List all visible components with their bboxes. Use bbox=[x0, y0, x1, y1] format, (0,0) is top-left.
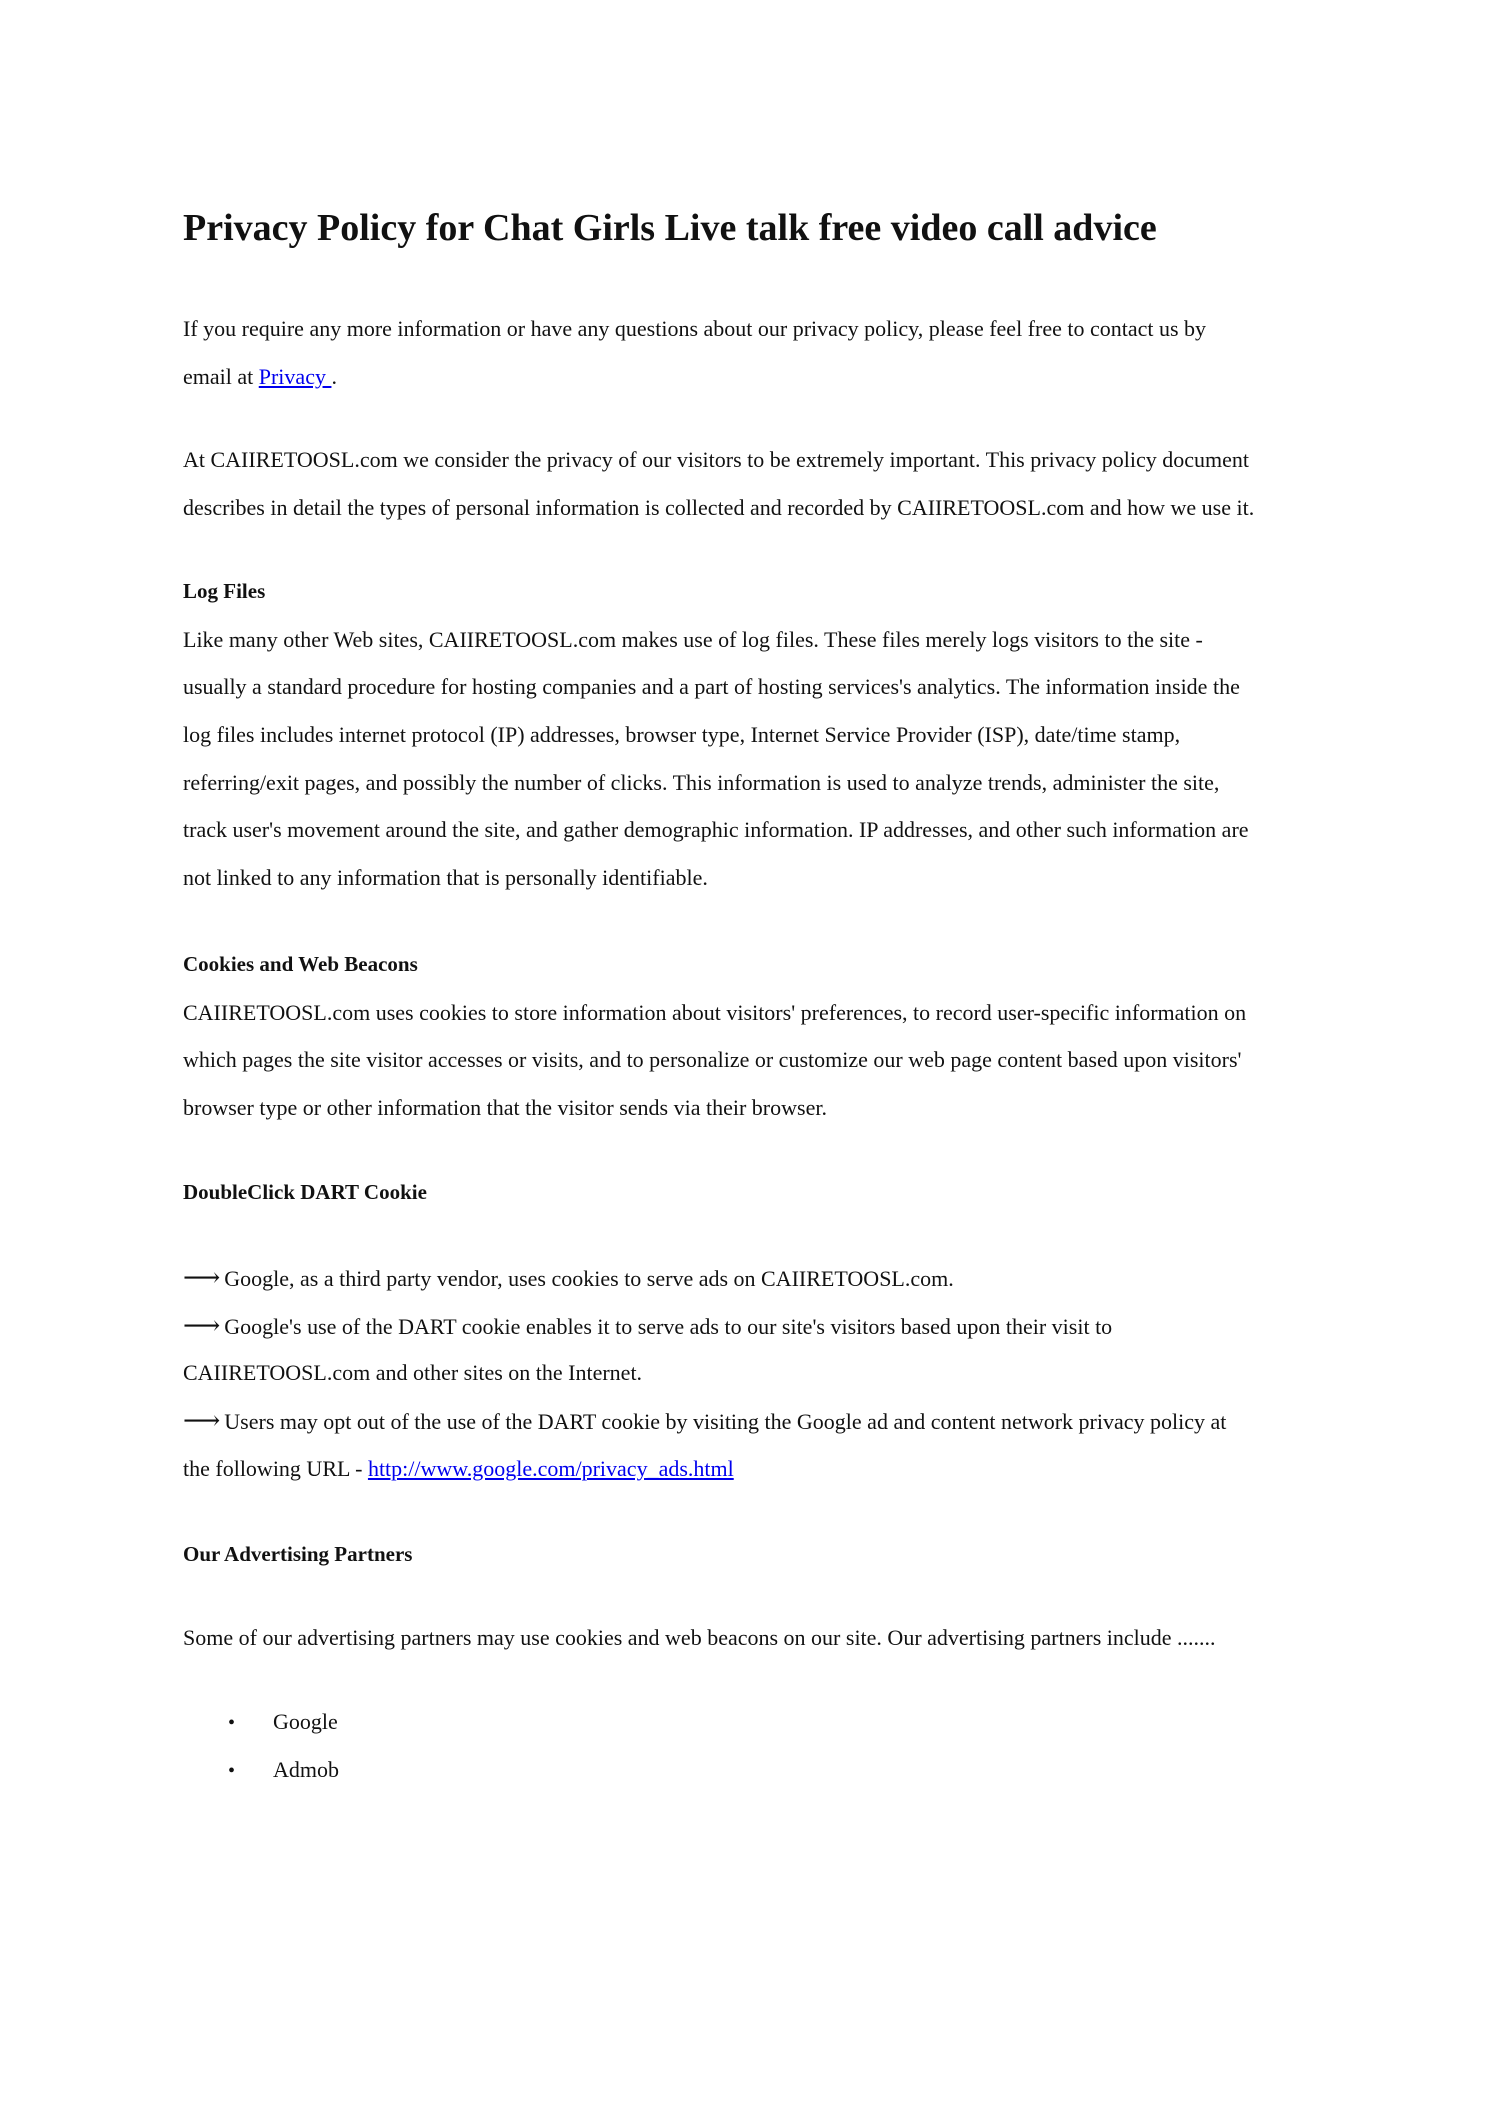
log-files-section bbox=[183, 568, 1343, 902]
text: . bbox=[331, 363, 337, 389]
section-heading: Cookies and Web Beacons bbox=[183, 952, 418, 976]
list-item bbox=[183, 1698, 1343, 1746]
text-line: referring/exit pages, and possibly the number of clicks. This information is used to analyze trends, administer the site, bbox=[183, 769, 1220, 795]
partner-name: Admob bbox=[273, 1756, 339, 1782]
list-item bbox=[183, 1746, 1343, 1794]
partners-list bbox=[183, 1698, 1343, 1793]
partners-section bbox=[183, 1531, 1343, 1579]
google-privacy-ads-link[interactable]: http://www.google.com/privacy_ads.html bbox=[367, 1455, 734, 1481]
intro-paragraph bbox=[183, 305, 1343, 400]
partners-text bbox=[183, 1614, 1343, 1662]
text-line: log files includes internet protocol (IP) addresses, browser type, Internet Service Provider (ISP), date/time stamp, bbox=[183, 722, 1181, 748]
section-heading: DoubleClick DART Cookie bbox=[183, 1180, 427, 1204]
text-line: If you require any more information or have any questions about our privacy policy, please feel free to contact us by bbox=[183, 316, 1207, 341]
bullet-icon: • bbox=[228, 1759, 236, 1782]
text-line: Some of our advertising partners may use cookies and web beacons on our site. Our advertising partners include ....... bbox=[183, 1625, 1216, 1650]
text-line: describes in detail the types of personal information is collected and recorded by CAIIRETOOSL.com and how we use it. bbox=[183, 494, 1255, 520]
dart-item bbox=[183, 1397, 1343, 1445]
arrow-icon: ⟶ bbox=[183, 1263, 221, 1292]
privacy-email-link[interactable]: Privacy bbox=[258, 363, 332, 389]
arrow-icon: ⟶ bbox=[183, 1310, 221, 1340]
text-line: not linked to any information that is personally identifiable. bbox=[183, 865, 708, 891]
arrow-icon: ⟶ bbox=[183, 1406, 221, 1436]
text-line: At CAIIRETOOSL.com we consider the privacy of our visitors to be extremely important. This privacy policy document bbox=[183, 447, 1249, 472]
text-line: browser type or other information that the visitor sends via their browser. bbox=[183, 1095, 827, 1121]
text-line: CAIIRETOOSL.com and other sites on the Internet. bbox=[183, 1360, 643, 1386]
partner-name: Google bbox=[273, 1709, 338, 1734]
section-heading: Our Advertising Partners bbox=[183, 1542, 413, 1566]
text-line: CAIIRETOOSL.com uses cookies to store information about visitors' preferences, to record user-specific information on bbox=[183, 999, 1247, 1025]
text: Google, as a third party vendor, uses cookies to serve ads on CAIIRETOOSL.com. bbox=[224, 1266, 954, 1291]
text: the following URL - bbox=[183, 1455, 368, 1481]
dart-item bbox=[183, 1254, 1343, 1302]
cookies-section bbox=[183, 941, 1343, 1132]
section-heading: Log Files bbox=[183, 579, 266, 603]
dart-item bbox=[183, 1302, 1343, 1350]
text-line: usually a standard procedure for hosting companies and a part of hosting services's analytics. The information inside the bbox=[183, 674, 1240, 700]
text-line: which pages the site visitor accesses or visits, and to personalize or customize our web page content based upon visitors' bbox=[183, 1047, 1242, 1073]
text-line: Like many other Web sites, CAIIRETOOSL.com makes use of log files. These files merely logs visitors to the site - bbox=[183, 626, 1203, 652]
about-paragraph bbox=[183, 436, 1343, 531]
text-line bbox=[183, 1445, 1343, 1493]
text: Users may opt out of the use of the DART cookie by visiting the Google ad and content network privacy policy at bbox=[224, 1409, 1227, 1435]
dart-list bbox=[183, 1254, 1343, 1492]
text: email at bbox=[183, 363, 259, 389]
dart-section bbox=[183, 1169, 1343, 1217]
text-line bbox=[183, 353, 1343, 401]
text-line: track user's movement around the site, and gather demographic information. IP addresses, and other such information are bbox=[183, 817, 1249, 843]
bullet-icon: • bbox=[228, 1712, 236, 1734]
page-title: Privacy Policy for Chat Girls Live talk free video call advice bbox=[183, 207, 1157, 249]
text: Google's use of the DART cookie enables it to serve ads to our site's visitors based upon their visit to bbox=[224, 1313, 1113, 1339]
